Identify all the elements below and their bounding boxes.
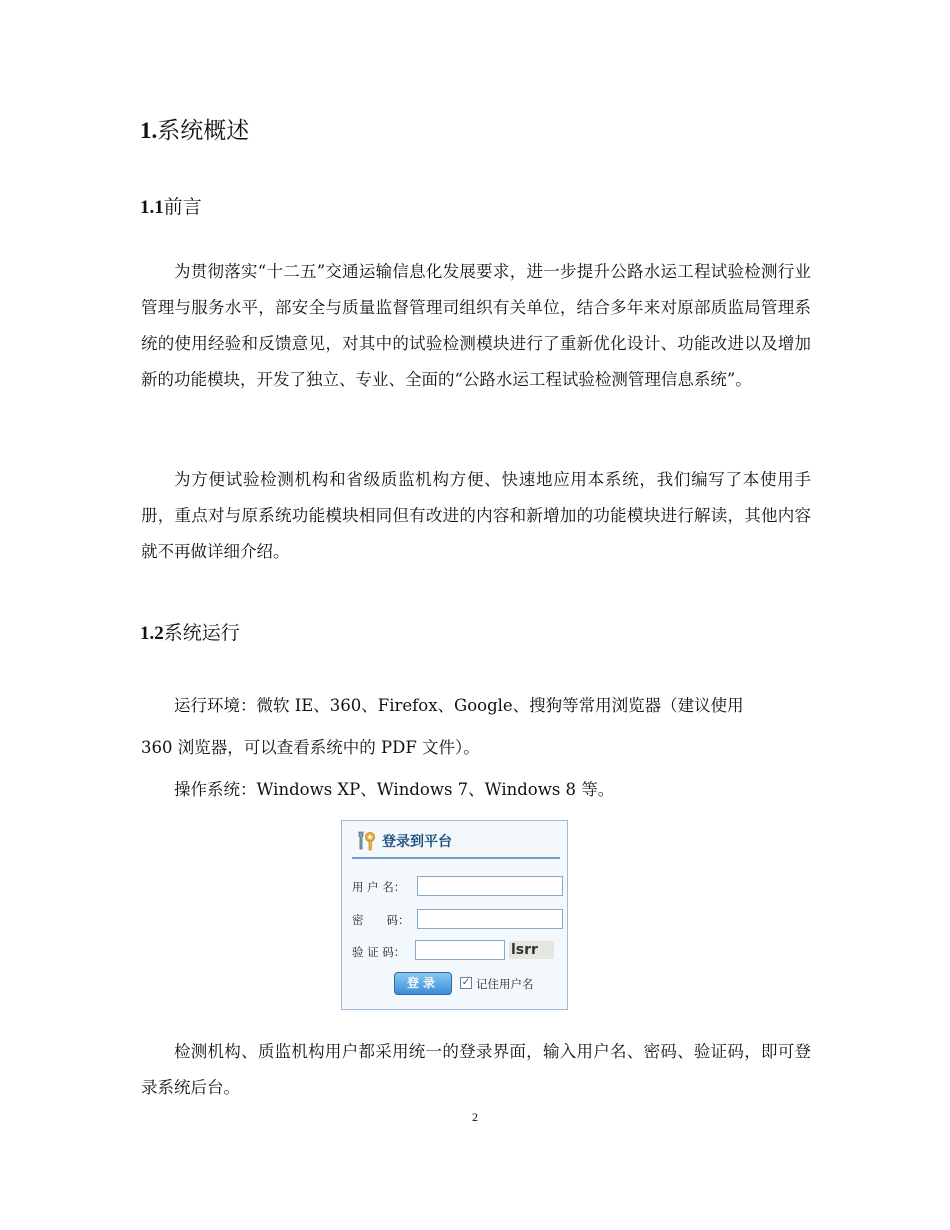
runtime-env-line-1: 运行环境：微软 IE、360、Firefox、Google、搜狗等常用浏览器（建议使用 <box>174 696 744 715</box>
key-wrench-icon <box>354 829 378 853</box>
password-label: 密 码： <box>352 913 410 927</box>
heading-1-text: 系统概述 <box>157 118 250 144</box>
paragraph-login-desc: 检测机构、质监机构用户都采用统一的登录界面，输入用户名、密码、验证码，即可登录系统后台。 <box>141 1042 811 1097</box>
section-1-1-text: 前言 <box>163 196 202 218</box>
login-title: 登录到平台 <box>382 834 452 850</box>
heading-1 <box>140 114 249 148</box>
captcha-input[interactable] <box>415 940 505 960</box>
login-header <box>352 827 560 859</box>
page-number: 2 <box>472 1110 478 1124</box>
captcha-image[interactable]: lsrr <box>509 941 554 959</box>
section-1-2-text: 系统运行 <box>163 622 240 644</box>
username-label: 用 户 名： <box>352 880 406 894</box>
paragraph-intro: 为贯彻落实“十二五”交通运输信息化发展要求，进一步提升公路水运工程试验检测行业管理与服务水平，部安全与质量监督管理司组织有关单位，结合多年来对原部质监局管理系统的使用经验和反馈意见，对其中的试验检测模块进行了重新优化设计、功能改进以及增加新的功能模块，开发了独立、专业、全面的“公路水运工程试验检测管理信息系统”。 <box>141 262 811 389</box>
captcha-label: 验 证 码： <box>352 945 406 959</box>
login-panel <box>341 820 568 1010</box>
remember-username-label[interactable]: 记住用户名 <box>476 977 534 991</box>
password-input[interactable] <box>417 909 563 929</box>
section-1-2-heading <box>140 618 240 649</box>
login-button[interactable]: 登录 <box>394 972 452 995</box>
section-1-1-number: 1.1 <box>140 197 164 218</box>
username-input[interactable] <box>417 876 563 896</box>
heading-1-number: 1. <box>140 118 158 143</box>
section-1-1-heading <box>140 192 202 223</box>
runtime-env-line-2: 360 浏览器，可以查看系统中的 PDF 文件）。 <box>141 738 480 757</box>
paragraph-manual: 为方便试验检测机构和省级质监机构方便、快速地应用本系统，我们编写了本使用手册，重点对与原系统功能模块相同但有改进的内容和新增加的功能模块进行解读，其他内容就不再做详细介绍。 <box>141 470 811 561</box>
os-line: 操作系统：Windows XP、Windows 7、Windows 8 等。 <box>174 780 615 799</box>
section-1-2-number: 1.2 <box>140 623 164 644</box>
remember-username-checkbox[interactable]: ✓ <box>461 977 471 988</box>
